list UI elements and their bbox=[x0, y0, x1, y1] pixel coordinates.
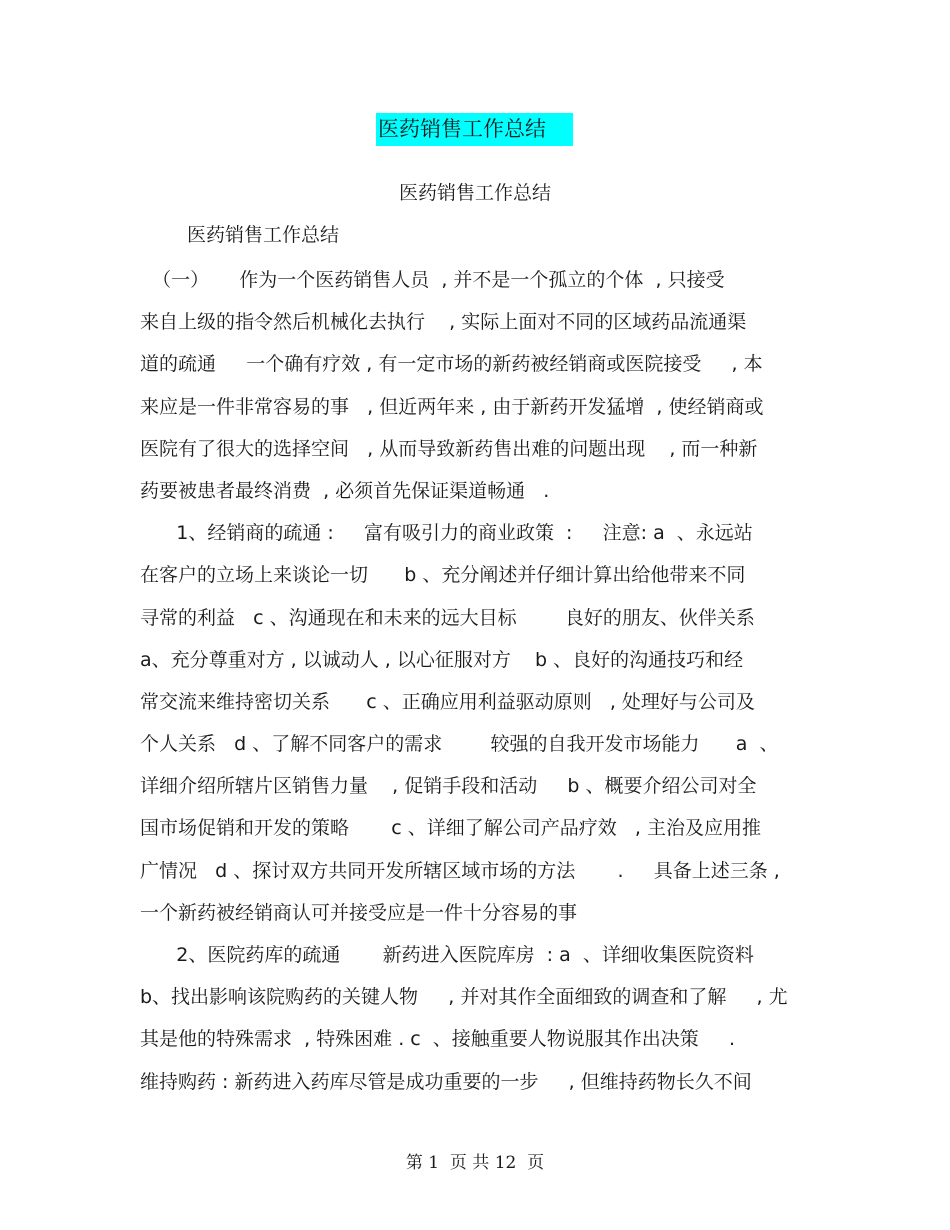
text-line: 广情况 d 、探讨双方共同开发所辖区域市场的方法 . 具备上述三条 , bbox=[140, 859, 780, 882]
section-heading: 医药销售工作总结 bbox=[187, 224, 340, 246]
text-line: 常交流来维持密切关系 c 、正确应用利益驱动原则 , 处理好与公司及 bbox=[140, 690, 755, 713]
document-subtitle: 医药销售工作总结 bbox=[398, 182, 551, 204]
text-line: 来应是一件非常容易的事 , 但近两年来 , 由于新药开发猛增 , 使经销商或 bbox=[140, 395, 764, 418]
text-line: 维持购药 : 新药进入药库尽管是成功重要的一步 , 但维持药物长久不间 bbox=[140, 1070, 752, 1093]
body-text bbox=[140, 259, 820, 1103]
document-title: 医药销售工作总结 bbox=[376, 113, 573, 146]
text-line: b、找出影响该院购药的关键人物 , 并对其作全面细致的调查和了解 , 尤 bbox=[140, 986, 788, 1009]
text-line: 详细介绍所辖片区销售力量 , 促销手段和活动 b 、概要介绍公司对全 bbox=[140, 775, 757, 798]
text-line: 寻常的利益 c 、沟通现在和未来的远大目标 良好的朋友、伙伴关系 bbox=[140, 606, 755, 629]
text-line: 道的疏通 一个确有疗效 , 有一定市场的新药被经销商或医院接受 , 本 bbox=[140, 353, 763, 376]
text-line: 国市场促销和开发的策略 c 、详细了解公司产品疗效 , 主治及应用推 bbox=[140, 817, 761, 840]
text-line: 一个新药被经销商认可并接受应是一件十分容易的事 bbox=[140, 901, 578, 924]
text-line: 医院有了很大的选择空间 , 从而导致新药售出难的问题出现 , 而一种新 bbox=[140, 437, 758, 460]
text-line: 药要被患者最终消费 , 必须首先保证渠道畅通 . bbox=[140, 479, 550, 502]
text-line: 来自上级的指令然后机械化去执行 , 实际上面对不同的区域药品流通渠 bbox=[140, 311, 747, 334]
text-line: （一） 作为一个医药销售人员 , 并不是一个孤立的个体 , 只接受 bbox=[140, 269, 725, 291]
text-line: 在客户的立场上来谈论一切 b 、充分阐述并仔细计算出给他带来不同 bbox=[140, 564, 746, 587]
page-footer: 第 1 页 共 12 页 bbox=[405, 1153, 545, 1173]
text-line: 个人关系 d 、了解不同客户的需求 较强的自我开发市场能力 a 、 bbox=[140, 733, 779, 756]
text-line: 其是他的特殊需求 , 特殊困难 . c 、接触重要人物说服其作出决策 . bbox=[140, 1028, 736, 1051]
text-line: a、充分尊重对方 , 以诚动人 , 以心征服对方 b 、良好的沟通技巧和经 bbox=[140, 648, 744, 671]
text-line: 2、医院药库的疏通 新药进入医院库房 : a 、详细收集医院资料 bbox=[140, 944, 754, 966]
text-line: 1、经销商的疏通 : 富有吸引力的商业政策 : 注意: a 、永远站 bbox=[140, 522, 753, 545]
